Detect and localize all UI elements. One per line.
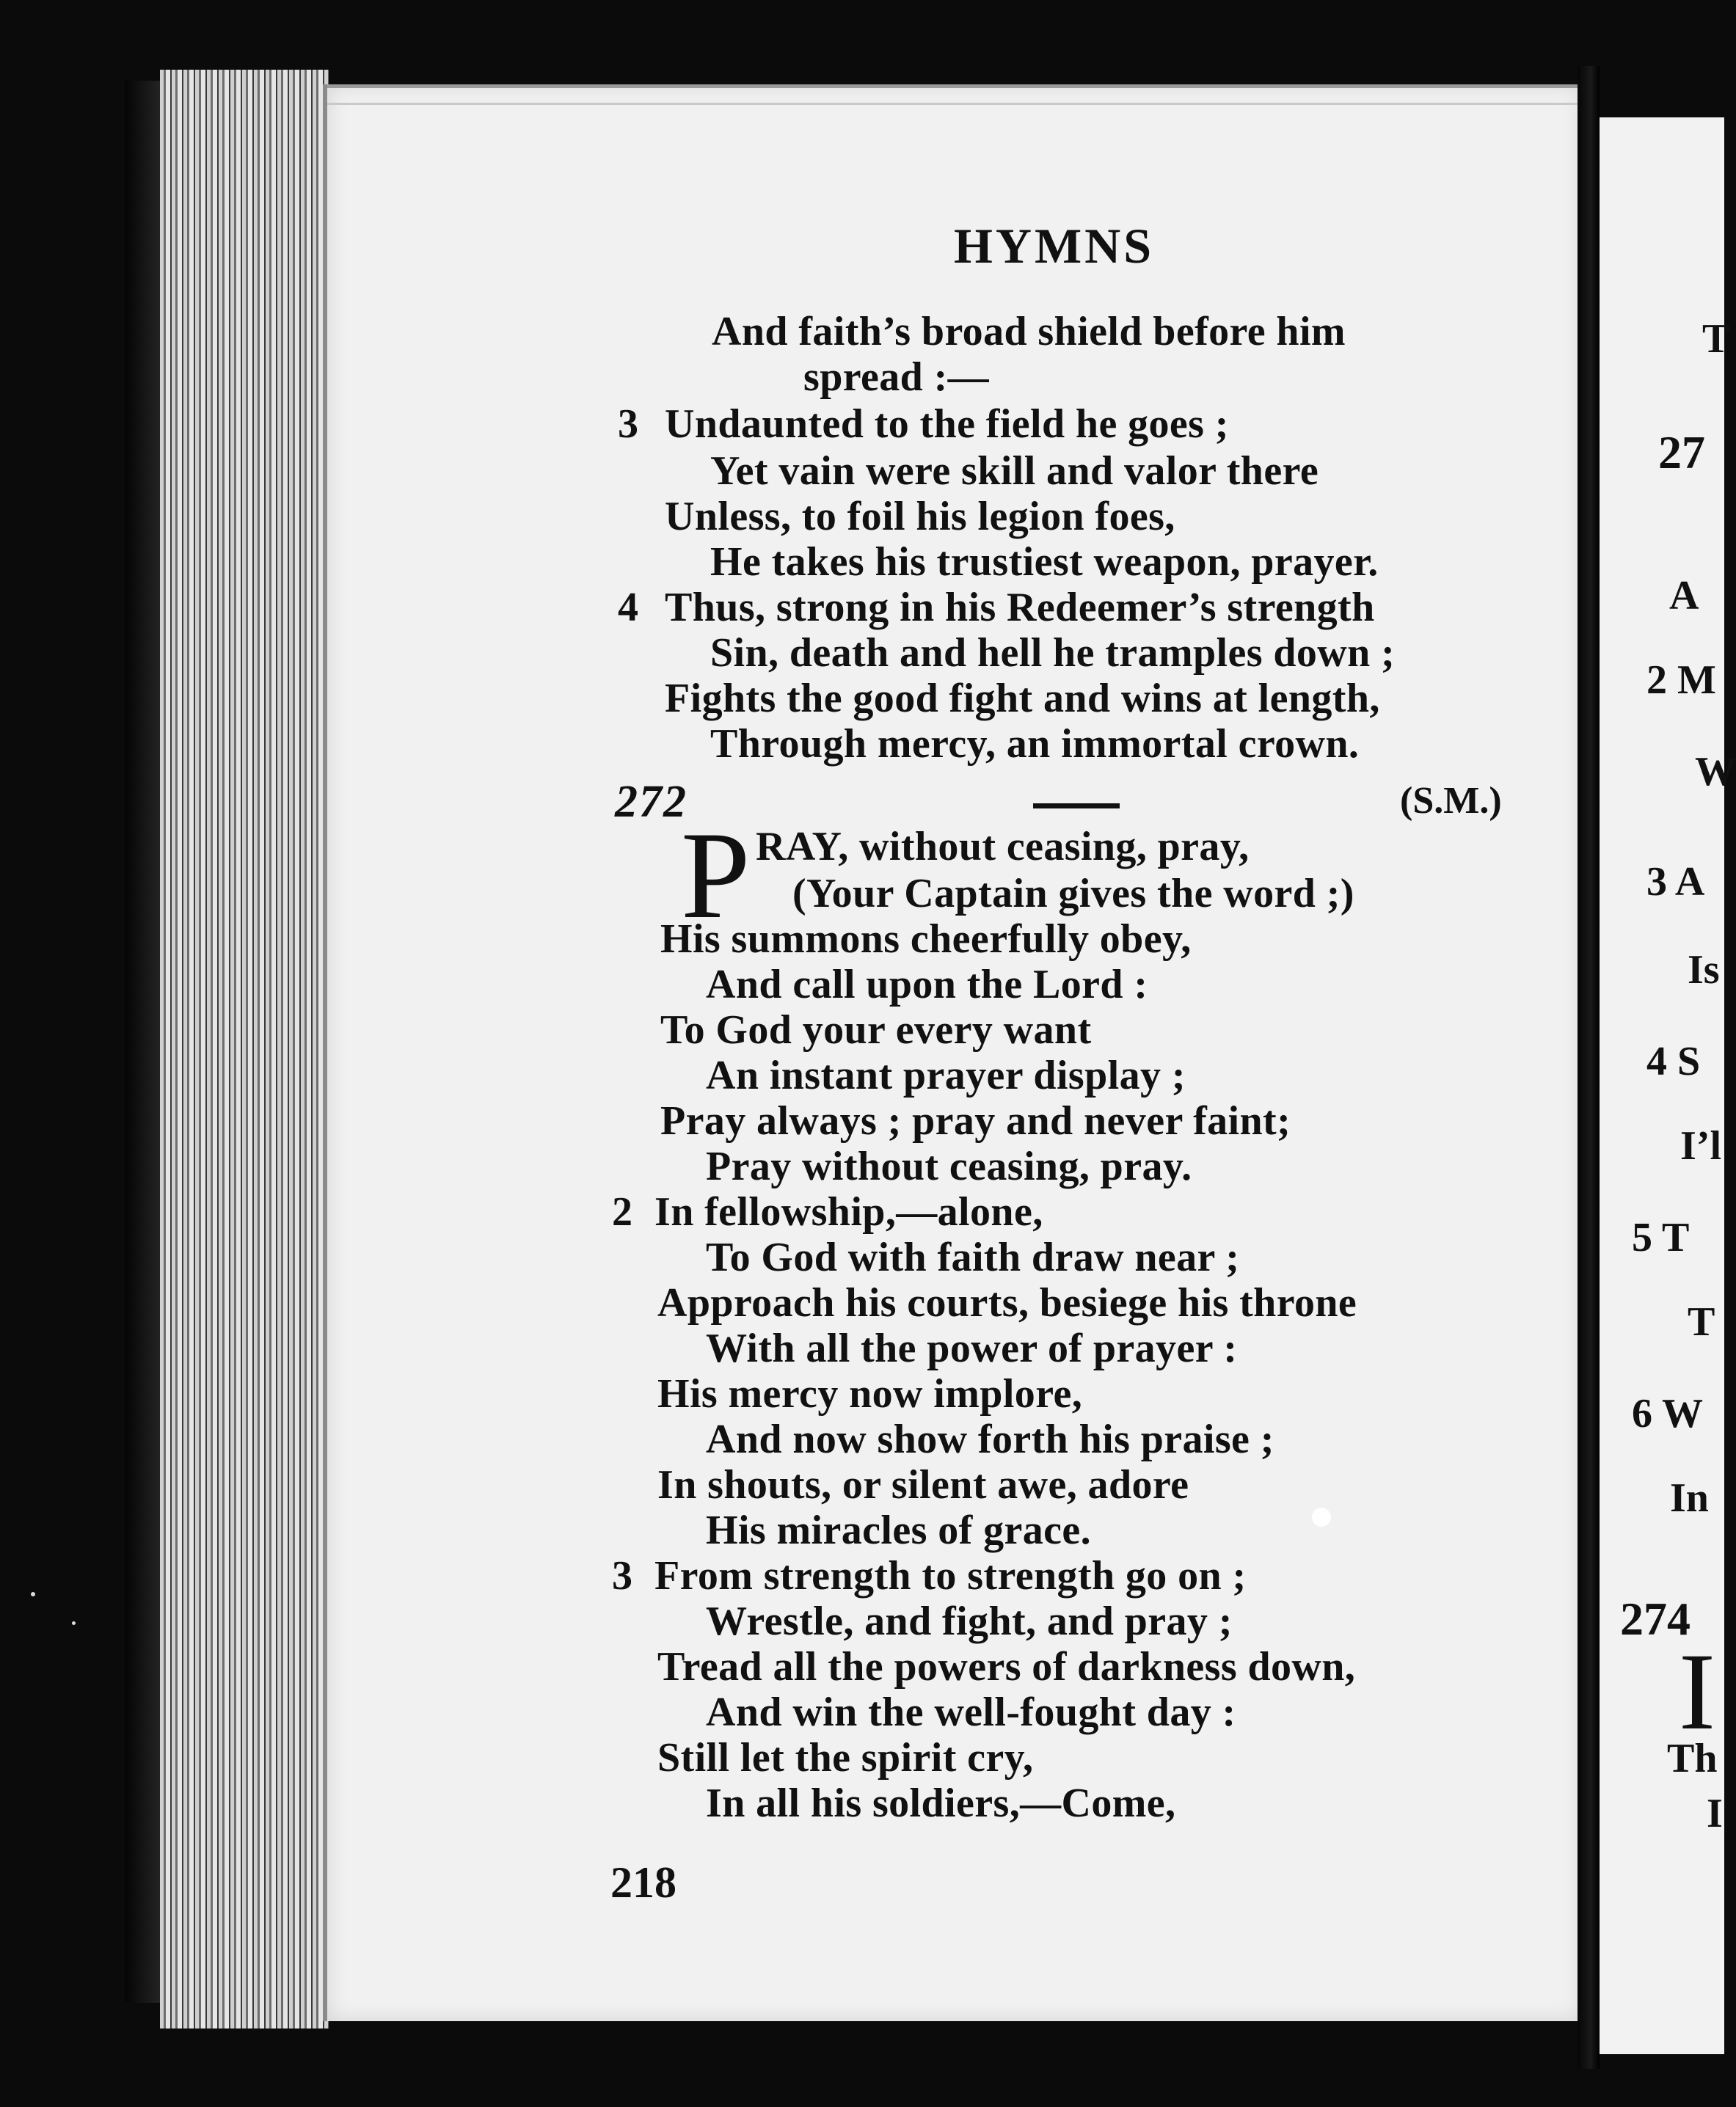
page-number: 218 xyxy=(610,1858,676,1907)
facing-fragment: 2 M xyxy=(1646,657,1716,703)
hymn-line: Tread all the powers of darkness down, xyxy=(657,1644,1356,1690)
drop-cap: P xyxy=(681,806,751,944)
hymn-line: To God your every want xyxy=(660,1007,1092,1053)
facing-fragment: T xyxy=(1688,1299,1715,1345)
hymn-line: His summons cheerfully obey, xyxy=(660,916,1192,962)
facing-page xyxy=(1600,117,1736,2054)
verse-number: 3 xyxy=(612,1553,632,1599)
facing-fragment: Th xyxy=(1667,1736,1718,1781)
verse-number: 3 xyxy=(618,401,638,447)
hymn-line: He takes his trustiest weapon, prayer. xyxy=(710,539,1379,585)
hymn-line: And now show forth his praise ; xyxy=(706,1417,1274,1462)
hymn-line: Pray without ceasing, pray. xyxy=(706,1144,1192,1189)
hymn-line: Unless, to foil his legion foes, xyxy=(665,494,1175,539)
facing-fragment: I xyxy=(1679,1631,1715,1753)
hymn-line: (Your Captain gives the word ;) xyxy=(792,871,1354,916)
facing-fragment: In xyxy=(1670,1475,1709,1521)
hymn-line: And faith’s broad shield before him xyxy=(712,309,1346,354)
facing-fragment: A xyxy=(1669,573,1699,618)
hymn-line: With all the power of prayer : xyxy=(706,1326,1238,1371)
hymn-line: And call upon the Lord : xyxy=(706,962,1148,1007)
hymn-line: Still let the spirit cry, xyxy=(657,1735,1034,1781)
hymn-line: Thus, strong in his Redeemer’s strength xyxy=(665,585,1375,630)
hymn-line: Approach his courts, besiege his throne xyxy=(657,1280,1357,1326)
verse-number: 2 xyxy=(612,1189,632,1235)
hymn-line: An instant prayer display ; xyxy=(706,1053,1186,1098)
facing-fragment: Is xyxy=(1688,947,1720,993)
facing-fragment: 4 S xyxy=(1646,1039,1701,1084)
facing-fragment: I’l xyxy=(1680,1123,1721,1169)
header-rule xyxy=(1033,803,1120,808)
hymn-line: And win the well-fought day : xyxy=(706,1690,1236,1735)
scan-speck xyxy=(72,1621,76,1625)
facing-fragment: 6 W xyxy=(1632,1391,1703,1436)
hymn-line: RAY, without ceasing, pray, xyxy=(756,824,1250,869)
facing-fragment: 5 T xyxy=(1632,1215,1690,1260)
page-border xyxy=(327,84,1582,105)
hymn-line: In fellowship,—alone, xyxy=(654,1189,1043,1235)
hymn-line: spread :— xyxy=(803,354,990,400)
hymn-number: 272 xyxy=(615,777,688,827)
scan-speck xyxy=(31,1592,35,1596)
hymn-line: From strength to strength go on ; xyxy=(654,1553,1247,1599)
scan-speck xyxy=(1312,1508,1331,1527)
hymn-line: Fights the good fight and wins at length, xyxy=(665,676,1380,721)
facing-fragment: I xyxy=(1707,1791,1723,1836)
book-gutter xyxy=(1578,66,1600,2069)
hymn-line: Wrestle, and fight, and pray ; xyxy=(706,1599,1233,1644)
hymn-meter: (S.M.) xyxy=(1400,780,1502,822)
running-head: HYMNS xyxy=(954,218,1155,274)
hymn-line: In all his soldiers,—Come, xyxy=(706,1781,1176,1826)
hymn-line: His miracles of grace. xyxy=(706,1508,1092,1553)
hymn-line: Sin, death and hell he tramples down ; xyxy=(710,630,1396,676)
hymn-line: Through mercy, an immortal crown. xyxy=(710,721,1360,767)
facing-fragment: 274 xyxy=(1620,1593,1691,1645)
facing-fragment: 27 xyxy=(1658,426,1705,478)
page-edges xyxy=(160,70,329,2029)
facing-fragment: W xyxy=(1695,749,1736,795)
verse-number: 4 xyxy=(618,585,638,630)
hymn-line: In shouts, or silent awe, adore xyxy=(657,1462,1189,1508)
facing-fragment: T xyxy=(1702,316,1730,362)
hymn-line: Yet vain were skill and valor there xyxy=(710,448,1319,494)
hymn-line: His mercy now implore, xyxy=(657,1371,1083,1417)
hymn-line: Pray always ; pray and never faint; xyxy=(660,1098,1291,1144)
facing-fragment: 3 A xyxy=(1646,859,1705,905)
hymn-line: To God with faith draw near ; xyxy=(706,1235,1240,1280)
hymn-line: Undaunted to the field he goes ; xyxy=(665,401,1229,447)
